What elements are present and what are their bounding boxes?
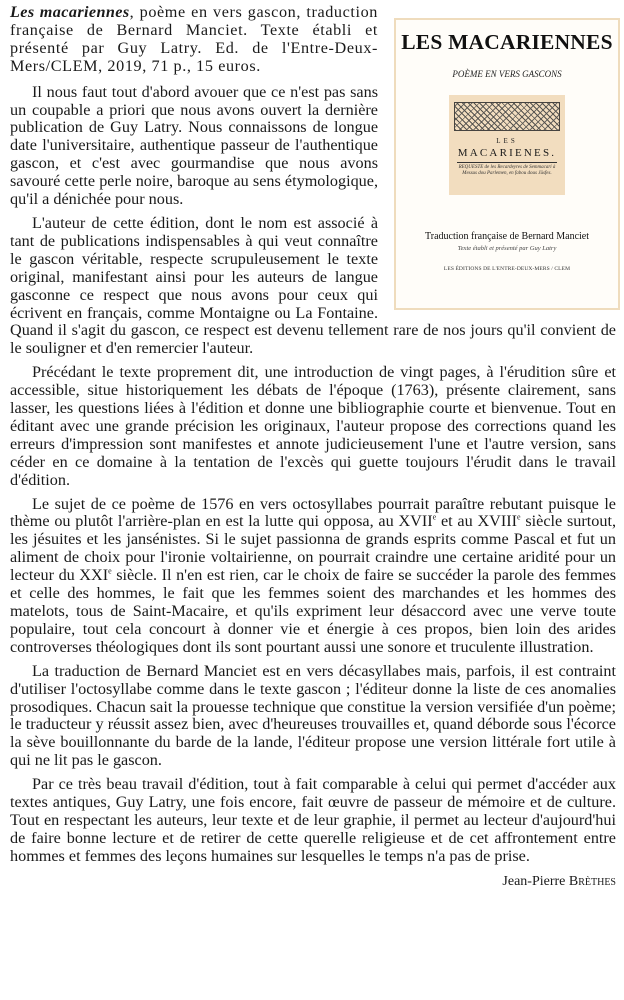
paragraph-4-text-c: siècle surtout, les jésuites et les jansénistes. Si le sujet passionna de grands esprits comme Pascal et fut un aliment de choix pour l'ironie voltairienne, on pourrait craindre une certaine aridité pour un lecteur du XXI bbox=[10, 512, 616, 585]
signature-first-name: Jean-Pierre bbox=[502, 873, 569, 889]
book-details: , poème en vers gascon, traduction française de Bernard Manciet. Texte établi et présenté par Guy Latry. Ed. de l'Entre-Deux-Mers/CLEM, 2019, 71 p., 15 euros. bbox=[10, 3, 378, 75]
paragraph-4-text-b: et au XVIII bbox=[436, 512, 518, 531]
cover-title-plate bbox=[449, 95, 565, 195]
paragraph-5: La traduction de Bernard Manciet est en vers décasyllabes mais, parfois, il est contraint d'utiliser l'octosyllabe comme dans le texte gascon ; l'éditeur donne la liste de ces anomalies prosodiques. Chacun sait la prouesse technique que constitue la version versifiée d'un poème; le traducteur y réussit assez bien, avec d'heureuses trouvailles et, quand déborde sous l'écorce la sève bouillonnante du barde de la lande, l'éditeur propose une version littérale fort utile à qui ne lit pas le gascon. bbox=[10, 661, 616, 770]
plate-name: MACARIENES. bbox=[457, 147, 557, 159]
woodcut-ornament-icon bbox=[454, 102, 560, 131]
plate-les: LES bbox=[496, 137, 518, 145]
cover-established-by: Texte établi et présenté par Guy Latry bbox=[457, 245, 557, 252]
author-signature bbox=[10, 874, 616, 890]
book-cover bbox=[394, 18, 620, 310]
book-title: Les macariennes bbox=[10, 3, 130, 21]
cover-title: LES MACARIENNES bbox=[401, 30, 613, 54]
paragraph-4-text-a: Le sujet de ce poème de 1576 en vers octosyllabes pourrait paraître rebutant puisque le thème ou plutôt l'arrière-plan en est la lutte qui opposa, au XVII bbox=[10, 494, 616, 531]
plate-divider bbox=[457, 162, 557, 163]
superscript: e bbox=[108, 566, 112, 576]
paragraph-4 bbox=[10, 496, 616, 657]
paragraph-6: Par ce très beau travail d'édition, tout à fait comparable à celui qui permet d'accéder aux textes antiques, Guy Latry, une fois encore, fait œuvre de passeur de mémoire et de culture. Tout en respectant les auteurs, leur texte et de leur graphie, il permet au lecteur d'aujourd'hui de faire bonne lecture et de retirer de cette querelle religieuse et de cet affrontement entre hommes et femmes des leçons humaines sur lesquelles le temps n'a pas de prise. bbox=[10, 775, 616, 865]
paragraph-4-text-d: siècle. Il n'en est rien, car le choix de faire se succéder la parole des femmes et celle des hommes, le fait que les femmes soient des marchandes et les hommes des matelots, tous de Saint-Macaire, et qu'ils expriment leur désaccord avec une verve toute populaire, tout cela concourt à donner vie et énergie à ces propos, bien loin des arides controverses théologiques dont ils sont pourtant aussi une sonore et truculente illustration. bbox=[10, 566, 616, 656]
superscript: e bbox=[432, 513, 437, 523]
signature-last-name: Brèthes bbox=[568, 873, 616, 889]
cover-publisher: LES ÉDITIONS DE L'ENTRE-DEUX-MERS / CLEM bbox=[443, 266, 571, 272]
plate-description: REQUESTE de les Recardeyres de Semmacari à Messus dou Parlemen, en fabou dous Jüsfes. bbox=[458, 165, 556, 176]
superscript: e bbox=[517, 513, 521, 523]
paragraph-3: Précédant le texte proprement dit, une introduction de vingt pages, à l'érudition sûre et accessible, situe historiquement les débats de l'époque (1763), présente clairement, sans lasser, les questions liées à l'édition et donne une bibliographie courte et bienvenue. Tout en éditant avec une grande précision les originaux, l'auteur propose des corrections quand les erreurs d'impression sont manifestes et annote judicieusement l'une et l'autre version, sans céder en ce domaine à la tentation de l'excès qui guette toujours l'érudit dans le travail d'édition. bbox=[10, 363, 616, 489]
paragraph-1: Il nous faut tout d'abord avouer que ce n'est pas sans un coupable a priori que nous avons ouvert la dernière publication de Guy Latry. Nous connaissons de longue date l'universitaire, authentique passeur de l'authentique gascon, et c'est avec gourmandise que nous avons savouré cette perle noire, baroque au sens étymologique, qu'il a dénichée pour nous. bbox=[10, 82, 378, 209]
cover-translation: Traduction française de Bernard Manciet bbox=[424, 231, 589, 242]
cover-subtitle: POÈME EN VERS GASCONS bbox=[452, 69, 562, 79]
paragraph-2: L'auteur de cette édition, dont le nom est associé à tant de publications indispensables à qui veut connaître le gascon véritable, respecte scrupuleusement le texte original, manifestant ainsi pour les auteurs de langue gasconne ce respect que nous avons pour ceux qui écrivent en français, comme Montaigne ou La Fontaine. Quand il s'agit du gascon, ce respect est devenu tellement rare de nos jours qu'il convient de le souligner et d'en remercier l'auteur. bbox=[10, 213, 616, 358]
review-article bbox=[10, 4, 616, 890]
